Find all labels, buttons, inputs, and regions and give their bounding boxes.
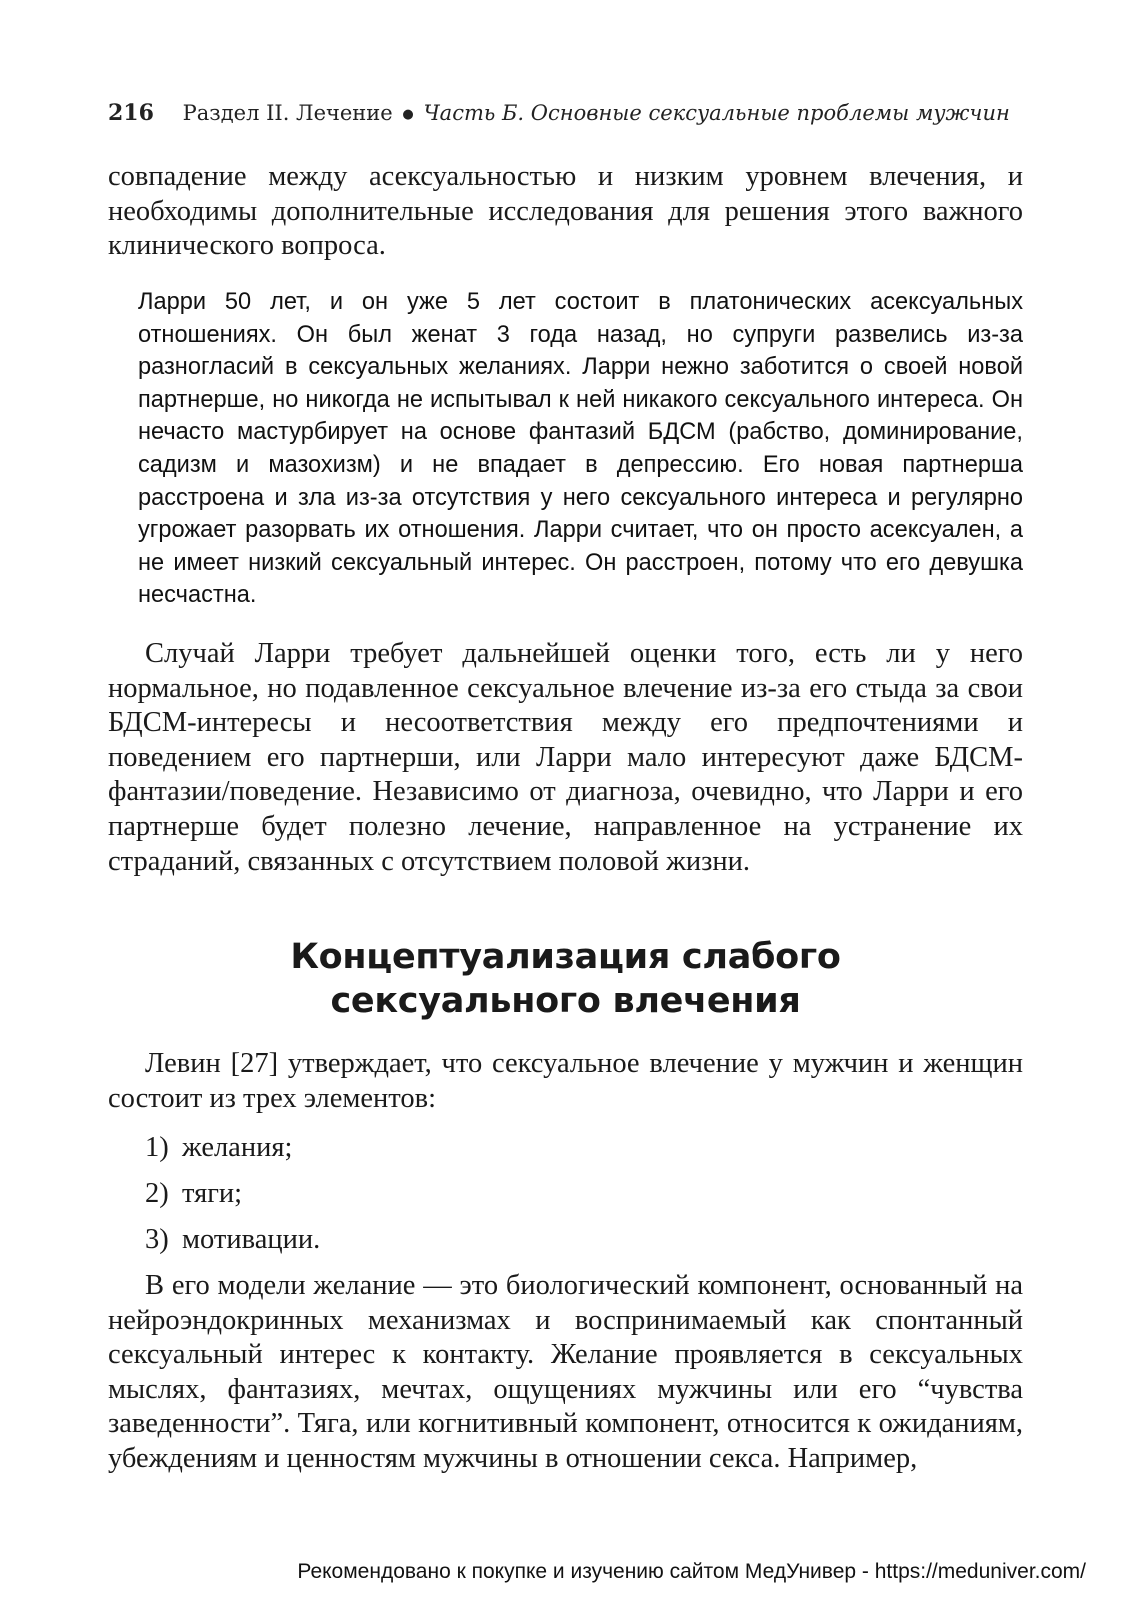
paragraph-levin: Левин [27] утверждает, что сексуальное влечение у мужчин и женщин состоит из трех элементов: bbox=[108, 1048, 1023, 1114]
list-item-number: 1) bbox=[145, 1132, 169, 1163]
header-section: Раздел II. Лечение bbox=[182, 101, 393, 125]
bullet-separator-icon: ● bbox=[402, 107, 414, 122]
list-item bbox=[145, 1177, 242, 1211]
section-heading-line2: сексуального влечения bbox=[330, 981, 801, 1021]
section-heading bbox=[108, 935, 1023, 1023]
running-header bbox=[108, 100, 1028, 126]
list-item-number: 3) bbox=[145, 1224, 169, 1255]
footer-watermark-link[interactable]: Рекомендовано к покупке и изучению сайтом МедУнивер - https://meduniver.com/ bbox=[297, 1560, 1086, 1583]
list-item-number: 2) bbox=[145, 1178, 169, 1209]
list-item bbox=[145, 1131, 292, 1165]
paragraph-intro: совпадение между асексуальностью и низким уровнем влечения, и необходимы дополнительные исследования для решения этого важного клинического вопроса. bbox=[108, 161, 1023, 262]
list-item-text: мотивации. bbox=[182, 1224, 321, 1255]
list-item-text: желания; bbox=[182, 1132, 293, 1163]
case-study: Ларри 50 лет, и он уже 5 лет состоит в платонических асексуальных отношениях. Он был женат 3 года назад, но супруги развелись из-за разногласий в сексуальных желаниях. Ларри нежно заботится о своей новой партнерше, но никогда не испытывал к ней никакого сексуального интереса. Он нечасто мастурбирует на основе фантазий БДСМ (рабство, доминирование, садизм и мазохизм) и не впадает в депрессию. Его новая партнерша расстроена и зла из-за отсутствия у него сексуального интереса и регулярно угрожает разорвать их отношения. Ларри считает, что он просто асексуален, а не имеет низкий сексуальный интерес. Он расстроен, потому что его девушка несчастна. bbox=[138, 289, 1023, 609]
page-number: 216 bbox=[108, 100, 154, 126]
section-heading-line1: Концептуализация слабого bbox=[290, 937, 841, 977]
header-part: Часть Б. Основные сексуальные проблемы мужчин bbox=[423, 101, 1010, 125]
list-item-text: тяги; bbox=[182, 1178, 243, 1209]
paragraph-case-comment: Случай Ларри требует дальнейшей оценки того, есть ли у него нормальное, но подавленное сексуальное влечение из-за его стыда за свои БДСМ-интересы и несоответствия между его предпочтениями и поведением его партнерши, или Ларри мало интересуют даже БДСМ-фантазии/поведение. Независимо от диагноза, очевидно, что Ларри и его партнерше будет полезно лечение, направленное на устранение их страданий, связанных с отсутствием половой жизни. bbox=[108, 638, 1023, 877]
paragraph-model: В его модели желание — это биологический компонент, основанный на нейроэндокринных механизмах и воспринимаемый как спонтанный сексуальный интерес к контакту. Желание проявляется в сексуальных мыслях, фантазиях, мечтах, ощущениях мужчины или его “чувства заведенности”. Тяга, или когнитивный компонент, относится к ожиданиям, убеждениям и ценностям мужчины в отношении секса. Например, bbox=[108, 1270, 1023, 1474]
list-item bbox=[145, 1223, 320, 1257]
